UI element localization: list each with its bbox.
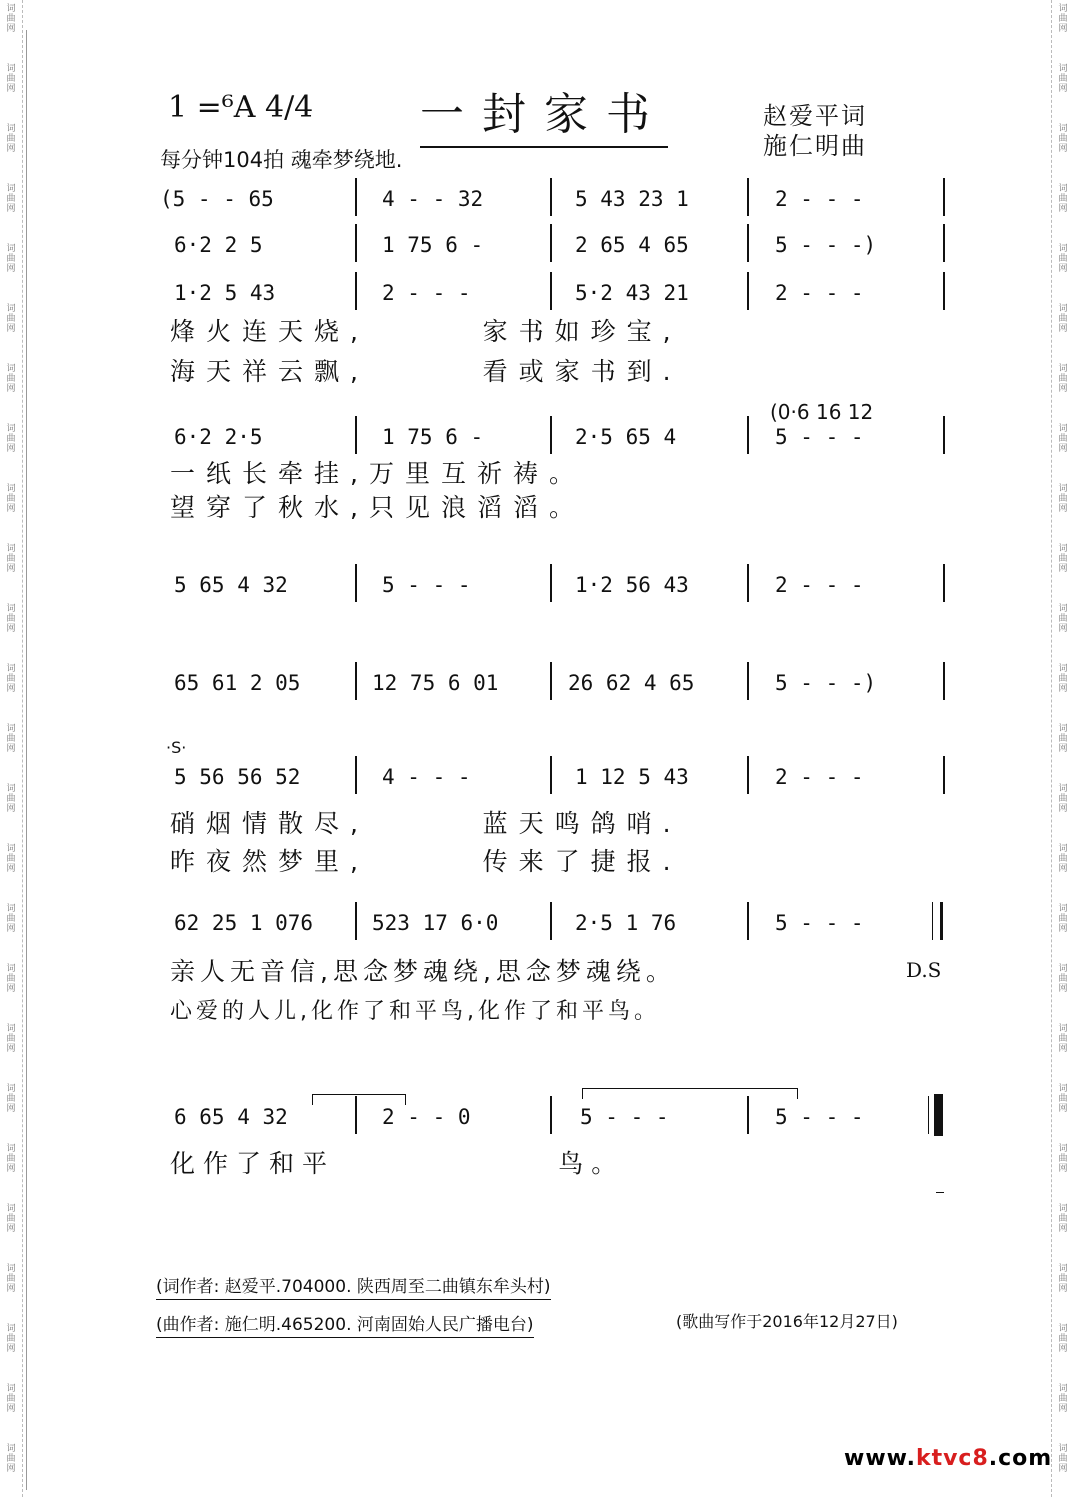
left-watermark-strip <box>0 0 23 1497</box>
barline <box>550 416 552 454</box>
watermark-text: 词 曲 网 <box>1058 664 1068 694</box>
interlude-note: (0·6 16 12 <box>770 400 874 424</box>
measure: 5 56 56 52 <box>174 765 301 789</box>
barline <box>747 564 749 602</box>
watermark-text: 词 曲 网 <box>1058 544 1068 574</box>
measure: 2 - - - <box>775 765 864 789</box>
watermark-text: 词 曲 网 <box>1058 244 1068 274</box>
measure: 26 62 4 65 <box>568 671 695 695</box>
lyrics-verse-1: 硝烟情散尽, 蓝天鸣鸽哨. <box>170 809 682 838</box>
url-main: ktvc8 <box>915 1446 989 1471</box>
barline <box>355 416 357 454</box>
barline <box>943 178 945 216</box>
measure: 2 - - - <box>775 573 864 597</box>
watermark-text: 词 曲 网 <box>6 604 16 634</box>
notation-system-6 <box>160 666 945 700</box>
barline <box>550 662 552 700</box>
measure: 6·2 2·5 <box>174 425 263 449</box>
watermark-text: 词 曲 网 <box>6 124 16 154</box>
right-watermark-strip <box>1051 0 1074 1497</box>
watermark-text: 词 曲 网 <box>6 1084 16 1114</box>
barline <box>747 224 749 262</box>
dal-segno-mark: D.S <box>906 958 942 982</box>
barline <box>943 272 945 310</box>
site-url[interactable] <box>844 1446 1052 1471</box>
notation-system-3 <box>160 276 945 310</box>
watermark-text: 词 曲 网 <box>1058 484 1068 514</box>
divider <box>936 1192 944 1193</box>
watermark-text: 词 曲 网 <box>1058 604 1068 634</box>
watermark-text: 词 曲 网 <box>1058 1144 1068 1174</box>
url-suffix: .com <box>988 1446 1053 1471</box>
lyrics-verse-2: 望穿了秋水,只见浪滔滔。 <box>170 493 585 522</box>
measure: 2 - - - <box>775 281 864 305</box>
watermark-text: 词 曲 网 <box>6 1144 16 1174</box>
watermark-text: 词 曲 网 <box>1058 1204 1068 1234</box>
lyrics-verse-1: 化作了和平 鸟。 <box>170 1149 625 1178</box>
watermark-text: 词 曲 网 <box>1058 1024 1068 1054</box>
barline <box>550 756 552 794</box>
barline <box>747 1096 749 1134</box>
measure: 5 - - - <box>775 425 864 449</box>
binding-line <box>26 30 27 1490</box>
measure: 62 25 1 076 <box>174 911 314 935</box>
notation-system-8 <box>160 906 945 940</box>
measure: 2 - - - <box>382 281 471 305</box>
repeat-barline <box>932 902 933 940</box>
barline <box>355 224 357 262</box>
measure: 4 - - 32 <box>382 187 484 211</box>
watermark-text: 词 曲 网 <box>6 904 16 934</box>
watermark-text: 词 曲 网 <box>6 424 16 454</box>
watermark-text: 词 曲 网 <box>1058 64 1068 94</box>
watermark-text: 词 曲 网 <box>1058 124 1068 154</box>
measure: 5 - - - <box>382 573 471 597</box>
watermark-text: 词 曲 网 <box>6 724 16 754</box>
composition-date: (歌曲写作于2016年12月27日) <box>676 1312 898 1331</box>
barline <box>550 224 552 262</box>
repeat-barline <box>940 902 943 940</box>
watermark-text: 词 曲 网 <box>6 304 16 334</box>
notation-system-4 <box>160 420 945 454</box>
measure: 12 75 6 01 <box>372 671 499 695</box>
watermark-text: 词 曲 网 <box>6 1324 16 1354</box>
measure: 2·5 65 4 <box>575 425 677 449</box>
measure: 6 65 4 32 <box>174 1105 288 1129</box>
composer-address: (曲作者: 施仁明.465200. 河南固始人民广播电台) <box>156 1310 534 1338</box>
watermark-text: 词 曲 网 <box>1058 1444 1068 1474</box>
watermark-text: 词 曲 网 <box>6 544 16 574</box>
measure: 1 75 6 - <box>382 425 484 449</box>
watermark-text: 词 曲 网 <box>6 484 16 514</box>
barline <box>355 756 357 794</box>
barline <box>550 902 552 940</box>
barline <box>747 662 749 700</box>
song-title: 一封家书 <box>420 78 668 148</box>
watermark-text: 词 曲 网 <box>1058 364 1068 394</box>
barline <box>943 224 945 262</box>
measure: 1·2 5 43 <box>174 281 276 305</box>
measure: 65 61 2 05 <box>174 671 301 695</box>
barline <box>355 564 357 602</box>
barline <box>355 1096 357 1134</box>
measure: 523 17 6·0 <box>372 911 499 935</box>
key-signature: 1 =⁶A 4/4 <box>168 90 314 125</box>
lyrics-verse-1: 一纸长牵挂,万里互祈祷。 <box>170 459 585 488</box>
measure: 1 12 5 43 <box>575 765 689 789</box>
watermark-text: 词 曲 网 <box>1058 1324 1068 1354</box>
measure: 4 - - - <box>382 765 471 789</box>
watermark-text: 词 曲 网 <box>1058 1384 1068 1414</box>
barline <box>747 902 749 940</box>
barline <box>355 272 357 310</box>
barline <box>550 178 552 216</box>
measure: 1·2 56 43 <box>575 573 689 597</box>
final-barline <box>928 1096 929 1134</box>
watermark-text: 词 曲 网 <box>1058 1264 1068 1294</box>
watermark-text: 词 曲 网 <box>1058 964 1068 994</box>
barline <box>355 178 357 216</box>
barline <box>943 564 945 602</box>
watermark-text: 词 曲 网 <box>6 244 16 274</box>
url-prefix: www. <box>844 1446 916 1471</box>
measure: 2·5 1 76 <box>575 911 677 935</box>
barline <box>943 756 945 794</box>
lyrics-verse-1: 亲人无音信,思念梦魂绕,思念梦魂绕。 <box>170 957 676 986</box>
barline <box>355 902 357 940</box>
notation-system-7 <box>160 760 945 794</box>
measure: 5 - - - <box>775 911 864 935</box>
notation-system-2 <box>160 228 945 262</box>
measure: (5 - - 65 <box>160 187 274 211</box>
notation-system-9 <box>160 1100 945 1134</box>
measure: 5 - - - <box>580 1105 669 1129</box>
watermark-text: 词 曲 网 <box>6 364 16 394</box>
watermark-text: 词 曲 网 <box>6 4 16 34</box>
lyrics-verse-1: 烽火连天烧, 家书如珍宝, <box>170 317 682 346</box>
barline <box>943 662 945 700</box>
barline <box>747 416 749 454</box>
final-barline <box>934 1094 943 1136</box>
barline <box>550 272 552 310</box>
watermark-text: 词 曲 网 <box>1058 1084 1068 1114</box>
measure: 5 - - -) <box>775 671 877 695</box>
notation-system-5 <box>160 568 945 602</box>
watermark-text: 词 曲 网 <box>6 184 16 214</box>
measure: 5 - - -) <box>775 233 877 257</box>
lyrics-verse-2: 海天祥云飘, 看或家书到. <box>170 357 682 386</box>
measure: 5 65 4 32 <box>174 573 288 597</box>
measure: 6·2 2 5 <box>174 233 263 257</box>
lyrics-verse-2: 心爱的人儿,化作了和平鸟,化作了和平鸟。 <box>170 999 660 1024</box>
watermark-text: 词 曲 网 <box>6 664 16 694</box>
measure: 2 - - 0 <box>382 1105 471 1129</box>
measure: 5 43 23 1 <box>575 187 689 211</box>
lyricist-credit: 赵爱平词 <box>763 102 867 130</box>
measure: 2 65 4 65 <box>575 233 689 257</box>
watermark-text: 词 曲 网 <box>1058 184 1068 214</box>
measure: 2 - - - <box>775 187 864 211</box>
barline <box>355 662 357 700</box>
watermark-text: 词 曲 网 <box>6 964 16 994</box>
lyrics-verse-2: 昨夜然梦里, 传来了捷报. <box>170 847 682 876</box>
watermark-text: 词 曲 网 <box>1058 424 1068 454</box>
watermark-text: 词 曲 网 <box>6 64 16 94</box>
tempo-marking: 每分钟104拍 魂牵梦绕地. <box>160 148 403 172</box>
barline <box>747 272 749 310</box>
barline <box>747 178 749 216</box>
segno-mark: ·S· <box>166 738 187 757</box>
barline <box>943 416 945 454</box>
watermark-text: 词 曲 网 <box>1058 4 1068 34</box>
composer-credit: 施仁明曲 <box>763 132 867 160</box>
ending-bracket <box>582 1088 798 1099</box>
watermark-text: 词 曲 网 <box>1058 844 1068 874</box>
watermark-text: 词 曲 网 <box>1058 904 1068 934</box>
barline <box>550 1096 552 1134</box>
notation-system-1 <box>160 182 945 216</box>
measure: 5 - - - <box>775 1105 864 1129</box>
watermark-text: 词 曲 网 <box>6 1444 16 1474</box>
watermark-text: 词 曲 网 <box>6 1384 16 1414</box>
watermark-text: 词 曲 网 <box>6 844 16 874</box>
watermark-text: 词 曲 网 <box>6 1204 16 1234</box>
watermark-text: 词 曲 网 <box>6 784 16 814</box>
watermark-text: 词 曲 网 <box>1058 304 1068 334</box>
watermark-text: 词 曲 网 <box>6 1264 16 1294</box>
watermark-text: 词 曲 网 <box>1058 724 1068 754</box>
watermark-text: 词 曲 网 <box>1058 784 1068 814</box>
lyricist-address: (词作者: 赵爱平.704000. 陕西周至二曲镇东牟头村) <box>156 1272 551 1300</box>
measure: 5·2 43 21 <box>575 281 689 305</box>
barline <box>747 756 749 794</box>
watermark-text: 词 曲 网 <box>6 1024 16 1054</box>
barline <box>550 564 552 602</box>
measure: 1 75 6 - <box>382 233 484 257</box>
